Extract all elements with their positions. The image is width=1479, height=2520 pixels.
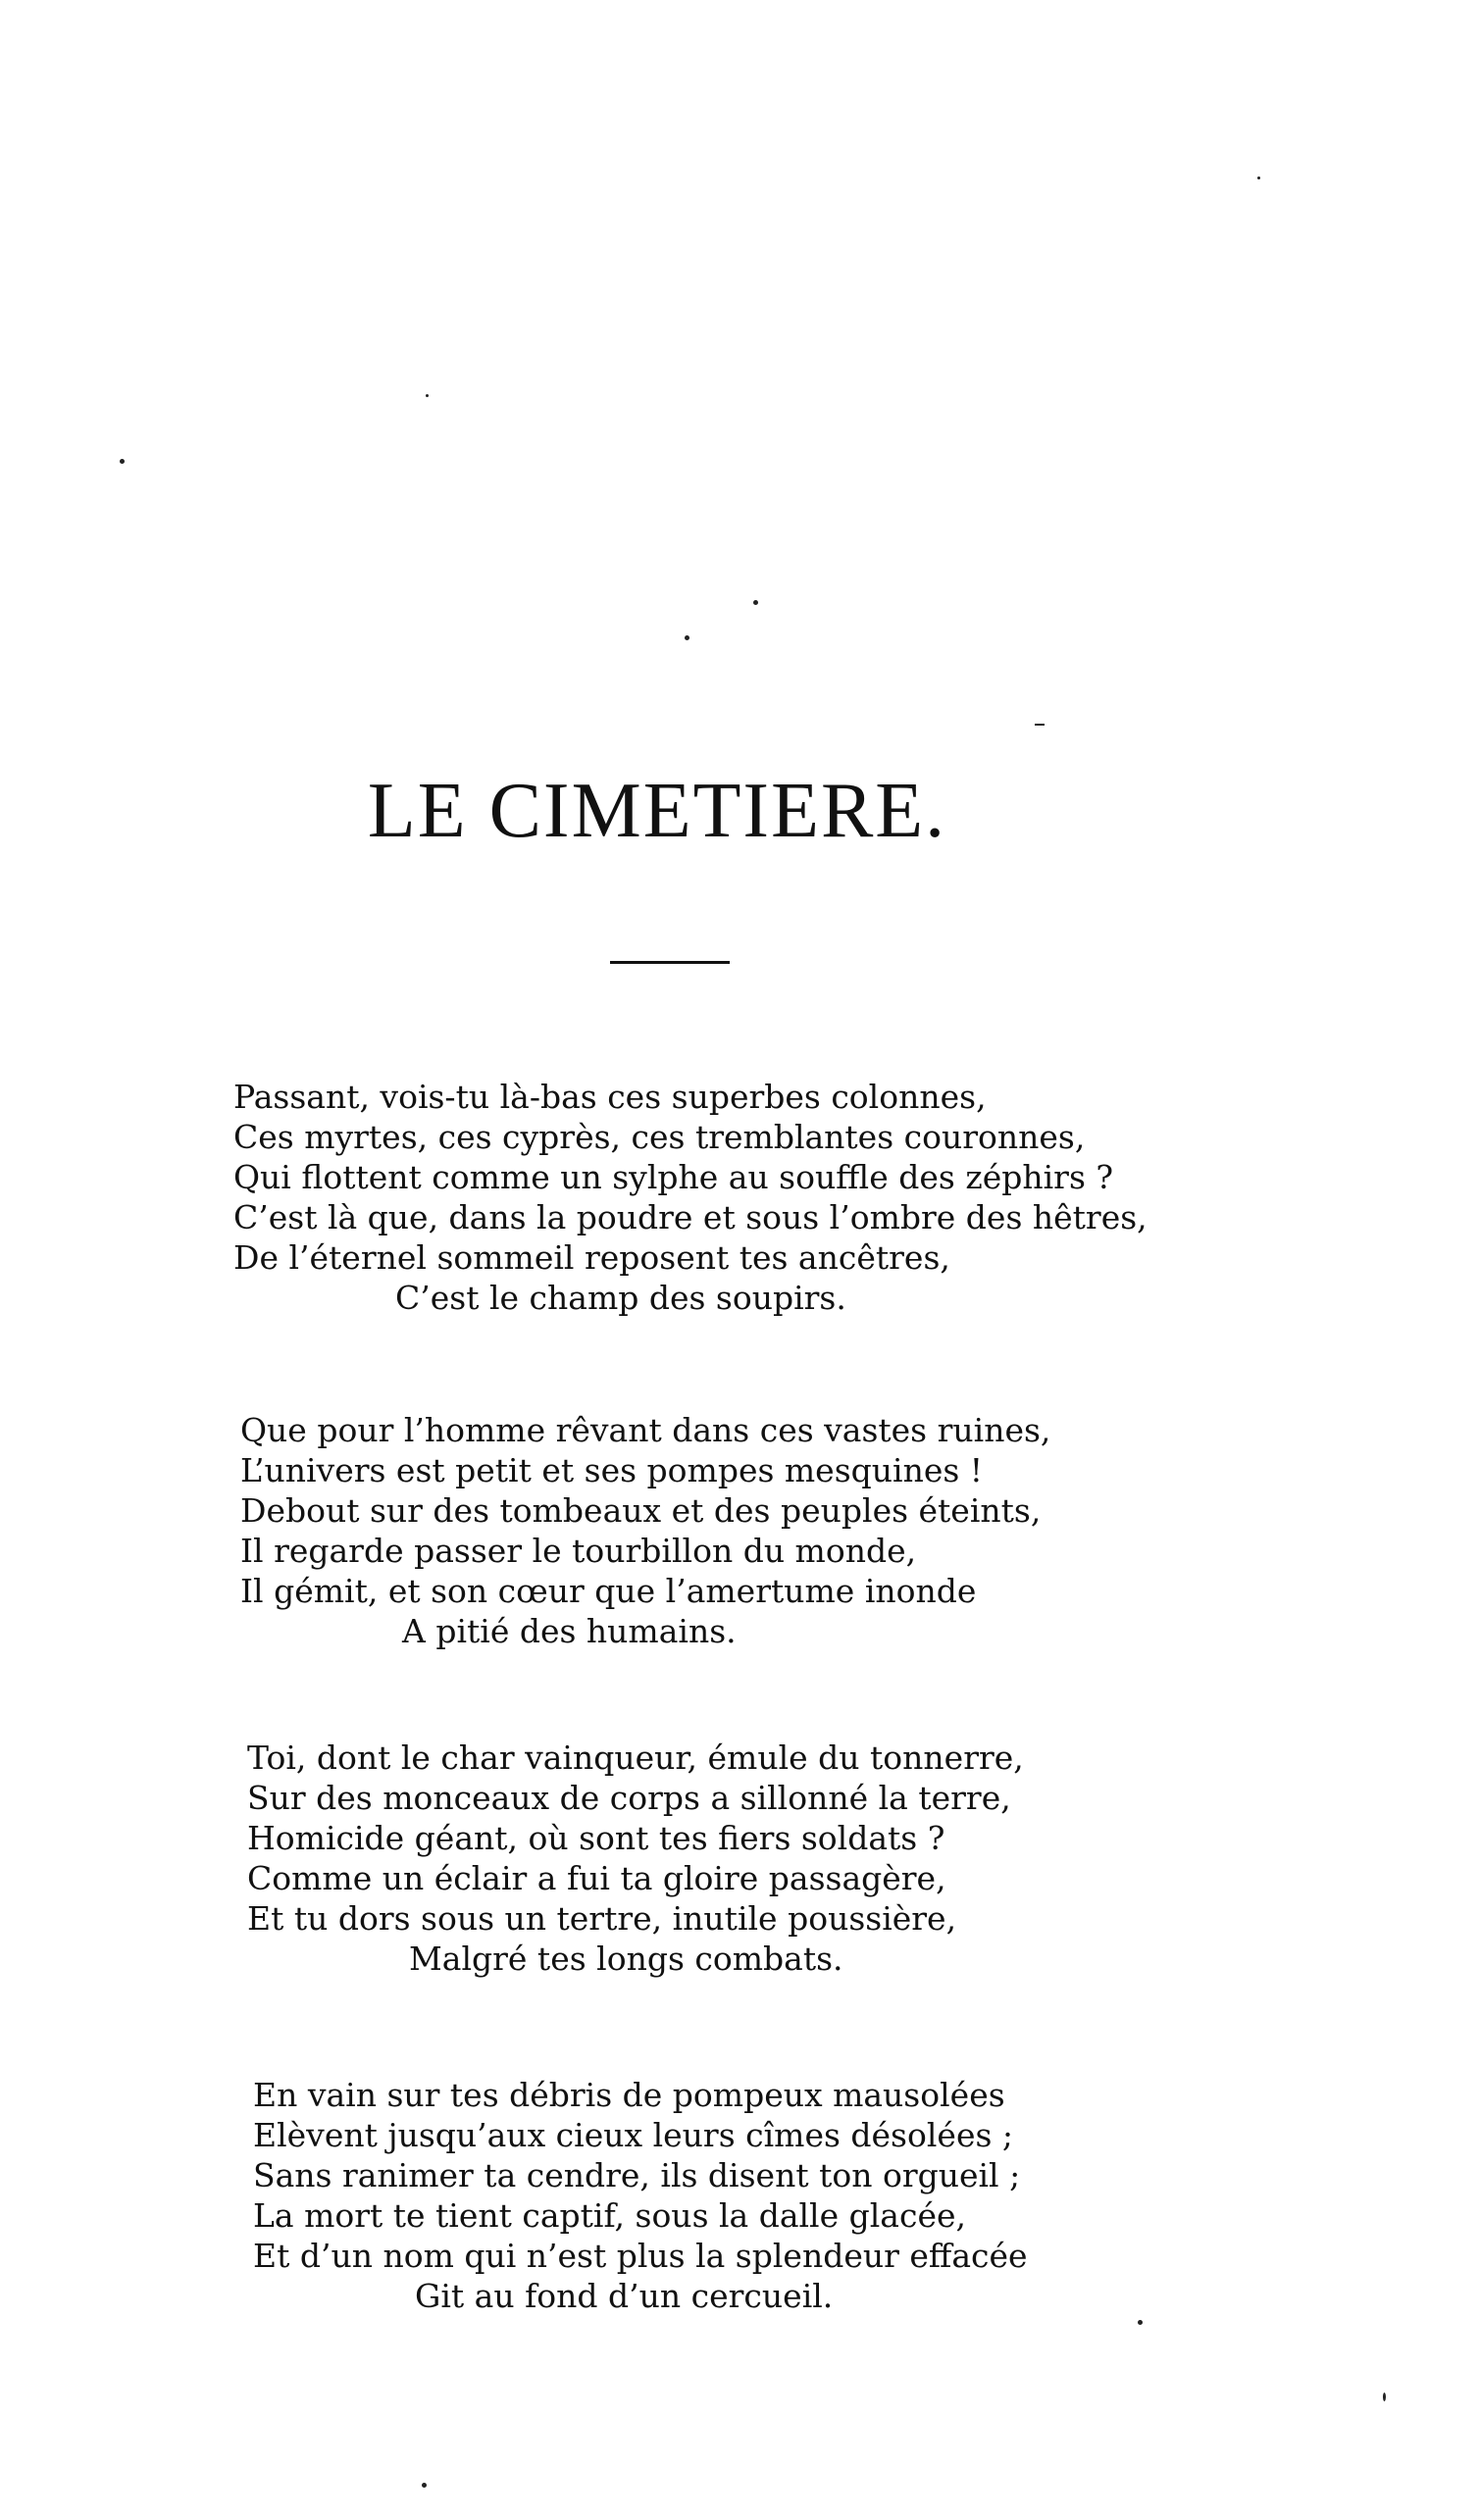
verse-line-refrain: A pitié des humains.	[402, 1612, 737, 1650]
paper-speck	[685, 635, 689, 640]
stanza-4	[253, 2075, 1234, 2316]
verse-line: Il gémit, et son cœur que l’amertume inonde	[240, 1572, 977, 1610]
paper-speck	[1383, 2393, 1386, 2401]
verse-line: Sur des monceaux de corps a sillonné la terre,	[247, 1779, 1011, 1817]
verse-line: De l’éternel sommeil reposent tes ancêtres,	[233, 1238, 950, 1277]
verse-line: Et d’un nom qui n’est plus la splendeur effacée	[253, 2237, 1028, 2275]
stanza-3	[247, 1738, 1228, 1979]
verse-line: L’univers est petit et ses pompes mesquines !	[240, 1451, 984, 1489]
paper-speck	[1035, 724, 1045, 726]
poem-title: LE CIMETIERE.	[367, 768, 947, 854]
verse-line: En vain sur tes débris de pompeux mausolées	[253, 2076, 1005, 2114]
verse-line-refrain: Malgré tes longs combats.	[409, 1940, 843, 1978]
verse-line: Que pour l’homme rêvant dans ces vastes ruines,	[240, 1411, 1051, 1449]
verse-line: Passant, vois-tu là-bas ces superbes colonnes,	[233, 1078, 987, 1116]
title-divider	[610, 961, 730, 964]
paper-speck	[1257, 176, 1260, 179]
verse-line: Sans ranimer ta cendre, ils disent ton orgueil ;	[253, 2156, 1021, 2194]
paper-speck	[1138, 2320, 1143, 2325]
verse-line-refrain: Git au fond d’un cercueil.	[415, 2277, 834, 2315]
verse-line: Elèvent jusqu’aux cieux leurs cîmes désolées ;	[253, 2116, 1014, 2154]
verse-line: C’est là que, dans la poudre et sous l’ombre des hêtres,	[233, 1198, 1148, 1236]
paper-speck	[753, 600, 758, 605]
verse-line: La mort te tient captif, sous la dalle glacée,	[253, 2196, 967, 2235]
verse-line: Qui flottent comme un sylphe au souffle des zéphirs ?	[233, 1158, 1114, 1196]
verse-line: Ces myrtes, ces cyprès, ces tremblantes couronnes,	[233, 1118, 1086, 1156]
verse-line-refrain: C’est le champ des soupirs.	[395, 1279, 846, 1317]
verse-line: Debout sur des tombeaux et des peuples éteints,	[240, 1491, 1042, 1530]
verse-line: Toi, dont le char vainqueur, émule du tonnerre,	[247, 1739, 1024, 1777]
verse-line: Homicide géant, où sont tes fiers soldats ?	[247, 1819, 945, 1857]
verse-line: Comme un éclair a fui ta gloire passagère,	[247, 1859, 946, 1897]
paper-speck	[426, 394, 429, 397]
paper-speck	[120, 459, 125, 464]
verse-line: Il regarde passer le tourbillon du monde,	[240, 1532, 917, 1570]
verse-line: Et tu dors sous un tertre, inutile poussière,	[247, 1899, 957, 1938]
stanza-2	[240, 1410, 1221, 1651]
paper-speck	[422, 2483, 427, 2488]
stanza-1	[233, 1077, 1214, 1318]
